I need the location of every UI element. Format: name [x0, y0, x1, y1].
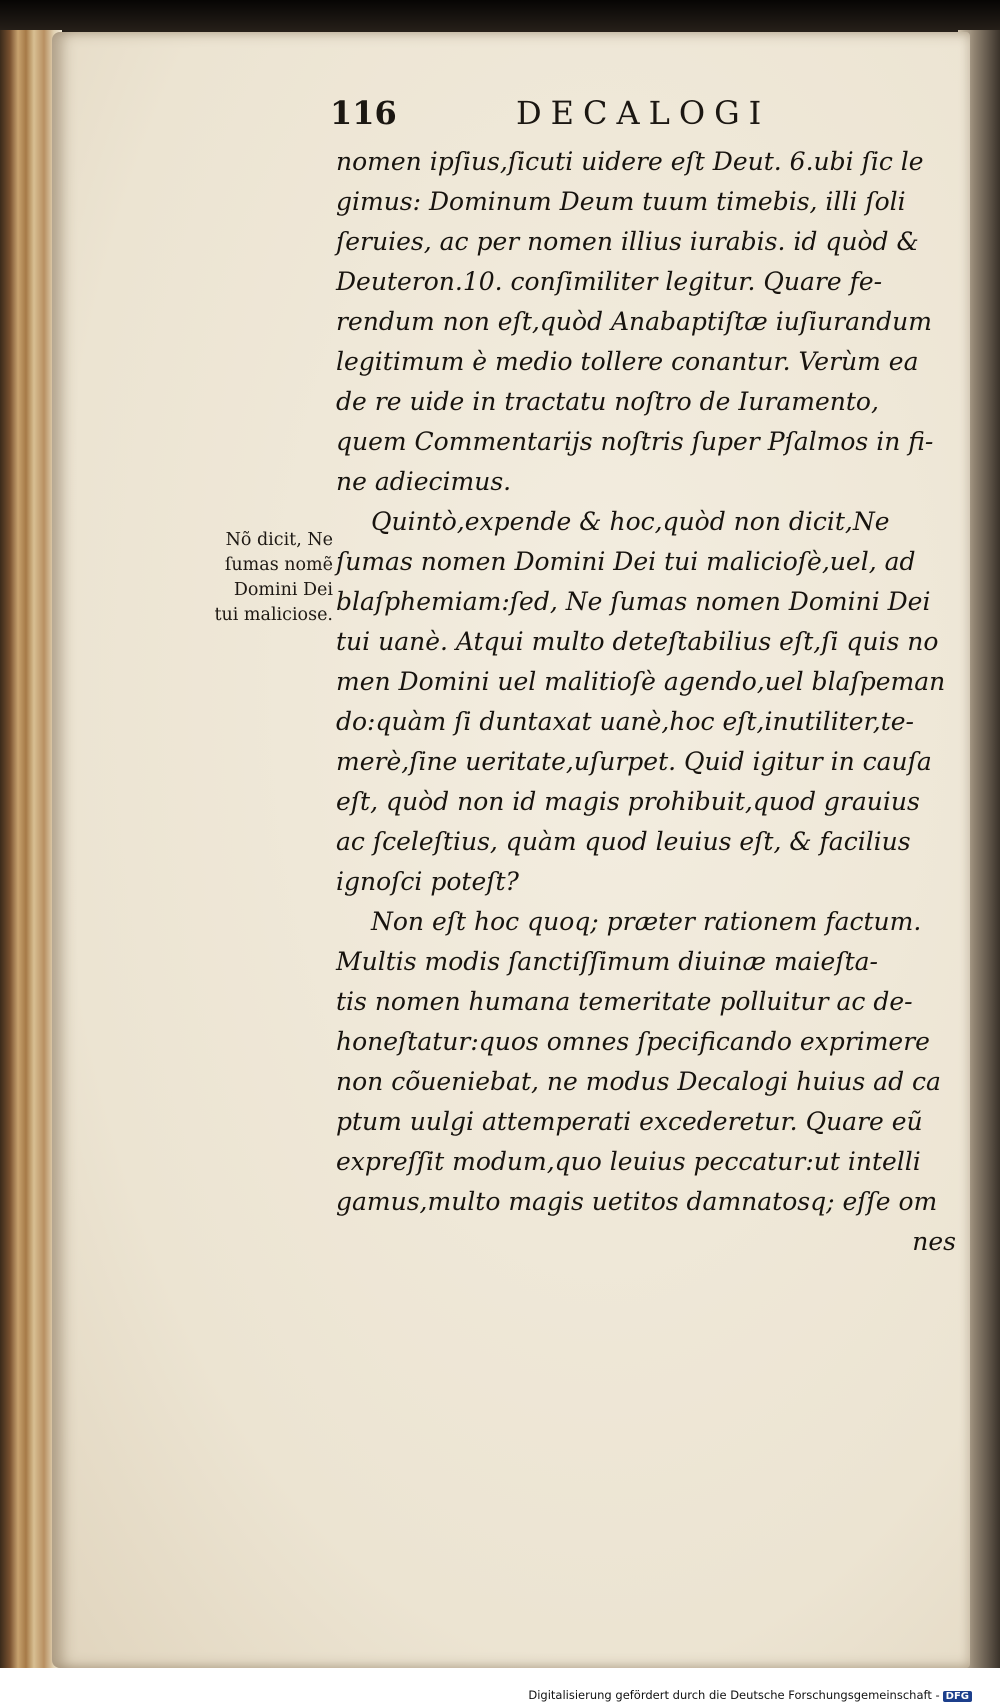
page-header: [330, 94, 950, 144]
text-line-paragraph-start: Quintò,expende & hoc,quòd non dicit,Ne: [371, 507, 890, 536]
text-line: legitimum è medio tollere conantur. Verùm ea: [336, 347, 919, 376]
text-line: rendum non eſt,quòd Anabaptiſtæ iuſiurandum: [336, 307, 932, 336]
text-line: honeſtatur:quos omnes ſpecificando exprimere: [336, 1027, 930, 1056]
body-text: [336, 142, 960, 1262]
text-line: Deuteron.10. conſimiliter legitur. Quare fe-: [336, 267, 883, 296]
text-line: nomen ipſius,ſicuti uidere eſt Deut. 6.ubi ſic le: [336, 147, 924, 176]
marginal-note-line: ſumas nomẽ: [224, 555, 333, 575]
dfg-logo: DFG: [943, 1691, 972, 1702]
text-line: eſt, quòd non id magis prohibuit,quod grauius: [336, 787, 920, 816]
text-line: ignoſci poteſt?: [336, 867, 519, 896]
catchword: nes: [912, 1227, 956, 1256]
text-line: Multis modis ſanctiſſimum diuinæ maieſta-: [336, 947, 879, 976]
text-line: ſeruies, ac per nomen illius iurabis. id quòd &: [336, 227, 919, 256]
text-line: non cõueniebat, ne modus Decalogi huius ad ca: [336, 1067, 941, 1096]
text-line-paragraph-start: Non eſt hoc quoq; præter rationem factum.: [371, 907, 922, 936]
digitization-credit-text: Digitalisierung gefördert durch die Deutsche Forschungsgemeinschaft -: [528, 1688, 940, 1702]
text-line: gimus: Dominum Deum tuum timebis, illi ſoli: [336, 187, 906, 216]
text-line: tui uanè. Atqui multo deteſtabilius eſt,ſi quis no: [336, 627, 939, 656]
scan-background-top: [0, 0, 1000, 36]
marginal-note-line: Nõ dicit, Ne: [225, 530, 333, 550]
marginal-note-line: Domini Dei: [233, 580, 333, 600]
text-line: ac ſceleſtius, quàm quod leuius eſt, & facilius: [336, 827, 911, 856]
page-number: 116: [330, 94, 397, 132]
text-line: men Domini uel malitioſè agendo,uel blaſpeman: [336, 667, 946, 696]
text-line: ptum uulgi attemperati excederetur. Quare eũ: [336, 1107, 923, 1136]
marginal-note: [183, 528, 333, 628]
text-line: quem Commentarijs noſtris ſuper Pſalmos in fi-: [336, 427, 934, 456]
running-head: DECALOGI: [516, 94, 771, 132]
text-line: de re uide in tractatu noſtro de Iuramento,: [336, 387, 879, 416]
text-line: expreſſit modum,quo leuius peccatur:ut intelli: [336, 1147, 921, 1176]
text-line: do:quàm ſi duntaxat uanè,hoc eſt,inutiliter,te-: [336, 707, 914, 736]
text-line: merè,ſine ueritate,uſurpet. Quid igitur in cauſa: [336, 747, 932, 776]
text-line: ſumas nomen Domini Dei tui malicioſè,uel, ad: [336, 547, 916, 576]
digitization-credit: [528, 1688, 972, 1702]
marginal-note-line: tui maliciose.: [214, 605, 333, 625]
text-line: tis nomen humana temeritate polluitur ac de-: [336, 987, 913, 1016]
text-line: blaſphemiam:ſed, Ne ſumas nomen Domini Dei: [336, 587, 931, 616]
text-line: gamus,multo magis uetitos damnatosq; eſſe om: [336, 1187, 938, 1216]
text-line: ne adiecimus.: [336, 467, 512, 496]
